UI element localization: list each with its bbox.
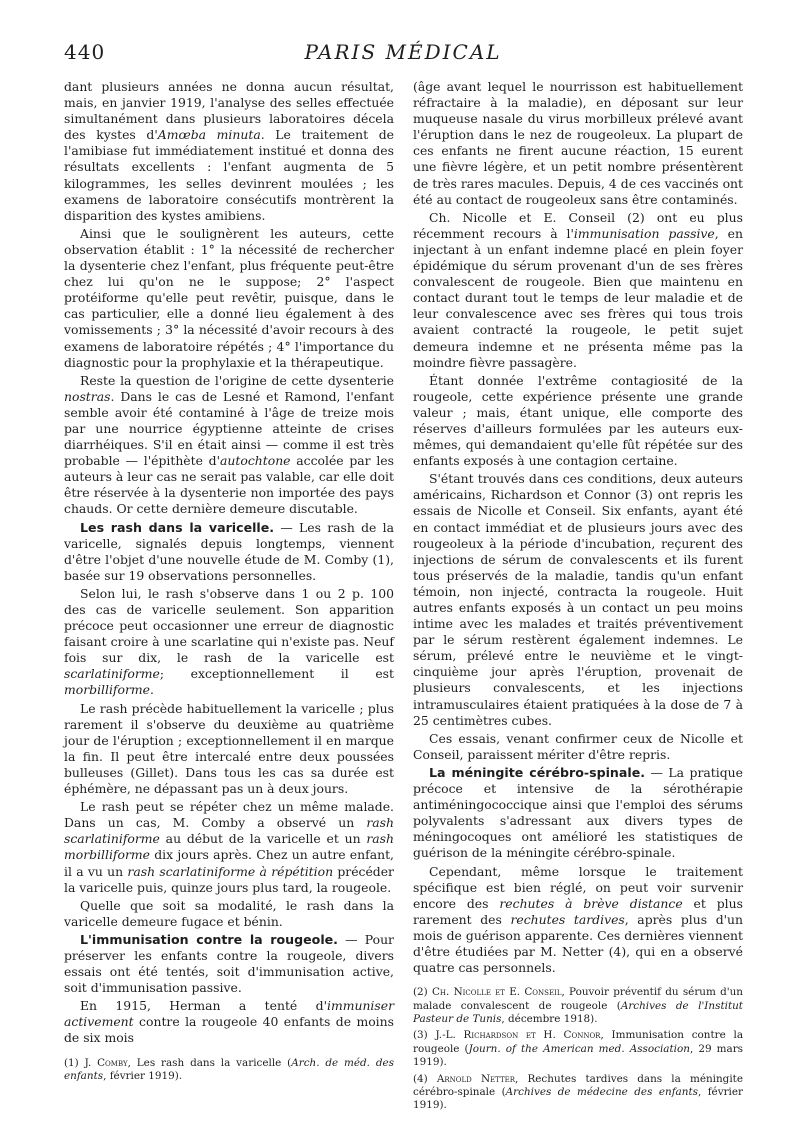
footnote: (2) Ch. Nicolle et E. Conseil, Pouvoir préventif du sérum d'un malade convalescent de rougeole (Archives de l'Institut Pasteur de Tunis, décembre 1918). xyxy=(413,986,743,1025)
section-paragraph: La méningite cérébro-spinale. — La pratique précoce et intensive de la sérothérapie antiméningococcique ainsi que l'emploi des sérums polyvalents s'adressant aux divers types de méningocoques ont amélioré les statistiques de guérison de la méningite cérébro-spinale. xyxy=(413,764,743,861)
paragraph: (âge avant lequel le nourrisson est habituellement réfractaire à la maladie), en déposant sur leur muqueuse nasale du virus morbilleux prélevé avant l'éruption dans le nez de rougeoleux. La plupart de ces enfants ne firent aucune réaction, 15 eurent une fièvre légère, et un petit nombre présentèrent de très rares macules. Depuis, 4 de ces vaccinés ont été au contact de rougeoleux sans être contaminés. xyxy=(413,79,743,207)
footnote: (4) Arnold Netter, Rechutes tardives dans la méningite cérébro-spinale (Archives de médecine des enfants, février 1919). xyxy=(413,1072,743,1112)
paragraph: Étant donnée l'extrême contagiosité de la rougeole, cette expérience présente une grande valeur ; mais, étant unique, elle comporte des réserves d'ailleurs formulées par les auteurs eux-mêmes, qui demandaient qu'elle fût répétée sur des enfants exposés à une contagion certaine. xyxy=(413,372,743,469)
footnotes xyxy=(64,1057,394,1084)
paragraph: Ces essais, venant confirmer ceux de Nicolle et Conseil, paraissent mériter d'être repris. xyxy=(413,730,743,762)
journal-title: PARIS MÉDICAL xyxy=(304,40,502,64)
section-paragraph: Les rash dans la varicelle. — Les rash de la varicelle, signalés depuis longtemps, viennent d'être l'objet d'une nouvelle étude de M. Comby (1), basée sur 19 observations personnelles. xyxy=(64,519,394,583)
paragraph: Cependant, même lorsque le traitement spécifique est bien réglé, on peut voir survenir encore des rechutes à brève distance et plus rarement des rechutes tardives, après plus d'un mois de guérison apparente. Ces dernières viennent d'être étudiées par M. Netter (4), qui en a observé quatre cas personnels. xyxy=(413,863,743,976)
paragraph: Quelle que soit sa modalité, le rash dans la varicelle demeure fugace et bénin. xyxy=(64,897,394,929)
page-number: 440 xyxy=(64,40,106,64)
section-heading: La méningite cérébro-spinale. xyxy=(429,764,646,780)
footnote: (3) J.-L. Richardson et H. Connor, Immunisation contre la rougeole (Journ. of the American med. Association, 29 mars 1919). xyxy=(413,1029,744,1069)
page-header xyxy=(64,40,742,70)
left-column xyxy=(64,79,394,1083)
paragraph: S'étant trouvés dans ces conditions, deux auteurs américains, Richardson et Connor (3) ont repris les essais de Nicolle et Conseil. Six enfants, ayant été en contact immédiat et de plusieurs jours avec des rougeoleux à la période d'incubation, reçurent des injections de sérum de convalescents et ils furent tous préservés de la maladie, tandis qu'un enfant témoin, non injecté, contracta la rougeole. Huit autres enfants exposés à un contact un peu moins intime avec les malades et traités préventivement par le sérum restèrent également indemnes. Le sérum, prélevé entre le neuvième et le vingt-cinquième jour après l'éruption, provenait de plusieurs convalescents, et les injections intramusculaires étaient pratiquées à la dose de 7 à 25 centimètres cubes. xyxy=(413,471,743,728)
section-paragraph: L'immunisation contre la rougeole. — Pour préserver les enfants contre la rougeole, divers essais ont été tentés, soit d'immunisation active, soit d'immunisation passive. xyxy=(64,931,394,996)
paragraph: Selon lui, le rash s'observe dans 1 ou 2 p. 100 des cas de varicelle seulement. Son apparition précoce peut occasionner une erreur de diagnostic faisant croire à une scarlatine qui n'existe pas. Neuf fois sur dix, le rash de la varicelle est scarlatiniforme; exceptionnellement il est morbilliforme. xyxy=(64,585,394,698)
paragraph: Le rash précède habituellement la varicelle ; plus rarement il s'observe du deuxième au quatrième jour de l'éruption ; exceptionnellement il en marque la fin. Il peut être intercalé entre deux poussées bulleuses (Gillet). Dans tous les cas sa durée est éphémère, ne dépassant pas un à deux jours. xyxy=(64,700,394,797)
footnotes xyxy=(413,986,743,1113)
right-column xyxy=(413,79,743,1113)
section-heading: Les rash dans la varicelle. xyxy=(80,519,275,535)
paragraph: Ch. Nicolle et E. Conseil (2) ont eu plus récemment recours à l'immunisation passive, en injectant à un enfant indemne placé en plein foyer épidémique du sérum provenant d'un de ses frères convalescent de rougeole. Bien que maintenu en contact durant tout le temps de leur maladie et de leur convalescence avec ses frères qui tous trois avaient contracté la rougeole, le petit sujet demeura indemne et ne présenta même pas la moindre fièvre passagère. xyxy=(413,209,743,370)
paragraph: dant plusieurs années ne donna aucun résultat, mais, en janvier 1919, l'analyse des selles effectuée simultanément dans plusieurs laboratoires décela des kystes d'Amœba minuta. Le traitement de l'amibiase fut immédiatement institué et donna des résultats excellents : l'enfant augmenta de 5 kilogrammes, les selles devinrent moulées ; les examens de laboratoire consécutifs montrèrent la disparition des kystes amibiens. xyxy=(64,79,395,223)
paragraph: Le rash peut se répéter chez un même malade. Dans un cas, M. Comby a observé un rash scarlatiniforme au début de la varicelle et un rash morbilliforme dix jours après. Chez un autre enfant, il a vu un rash scarlatiniforme à répétition précéder la varicelle puis, quinze jours plus tard, la rougeole. xyxy=(64,799,394,895)
footnote: (1) J. Comby, Les rash dans la varicelle (Arch. de méd. des enfants, février 1919). xyxy=(64,1056,394,1082)
section-heading: L'immunisation contre la rougeole. xyxy=(80,931,338,947)
paragraph: Reste la question de l'origine de cette dysenterie nostras. Dans le cas de Lesné et Ramond, l'enfant semble avoir été contaminé à l'âge de treize mois par une nourrice égyptienne atteinte de crises diarrhéiques. S'il en était ainsi — comme il est très probable — l'épithète d'autochtone accolée par les auteurs à leur cas ne serait pas valable, car elle doit être réservée à la dysenterie non importée des pays chauds. Or cette dernière demeure discutable. xyxy=(64,372,394,517)
paragraph: Ainsi que le soulignèrent les auteurs, cette observation établit : 1° la nécessité de rechercher la dysenterie chez l'enfant, plus fréquente peut-être chez lui qu'on ne le suppose; 2° l'aspect protéiforme qu'elle peut revêtir, puisque, dans le cas particulier, elle a donné lieu également à des vomissements ; 3° la nécessité d'avoir recours à des examens de laboratoire répétés ; 4° l'importance du diagnostic pour la prophylaxie et la thérapeutique. xyxy=(64,225,394,370)
paragraph: En 1915, Herman a tenté d'immuniser activement contre la rougeole 40 enfants de moins de six mois xyxy=(64,998,394,1046)
